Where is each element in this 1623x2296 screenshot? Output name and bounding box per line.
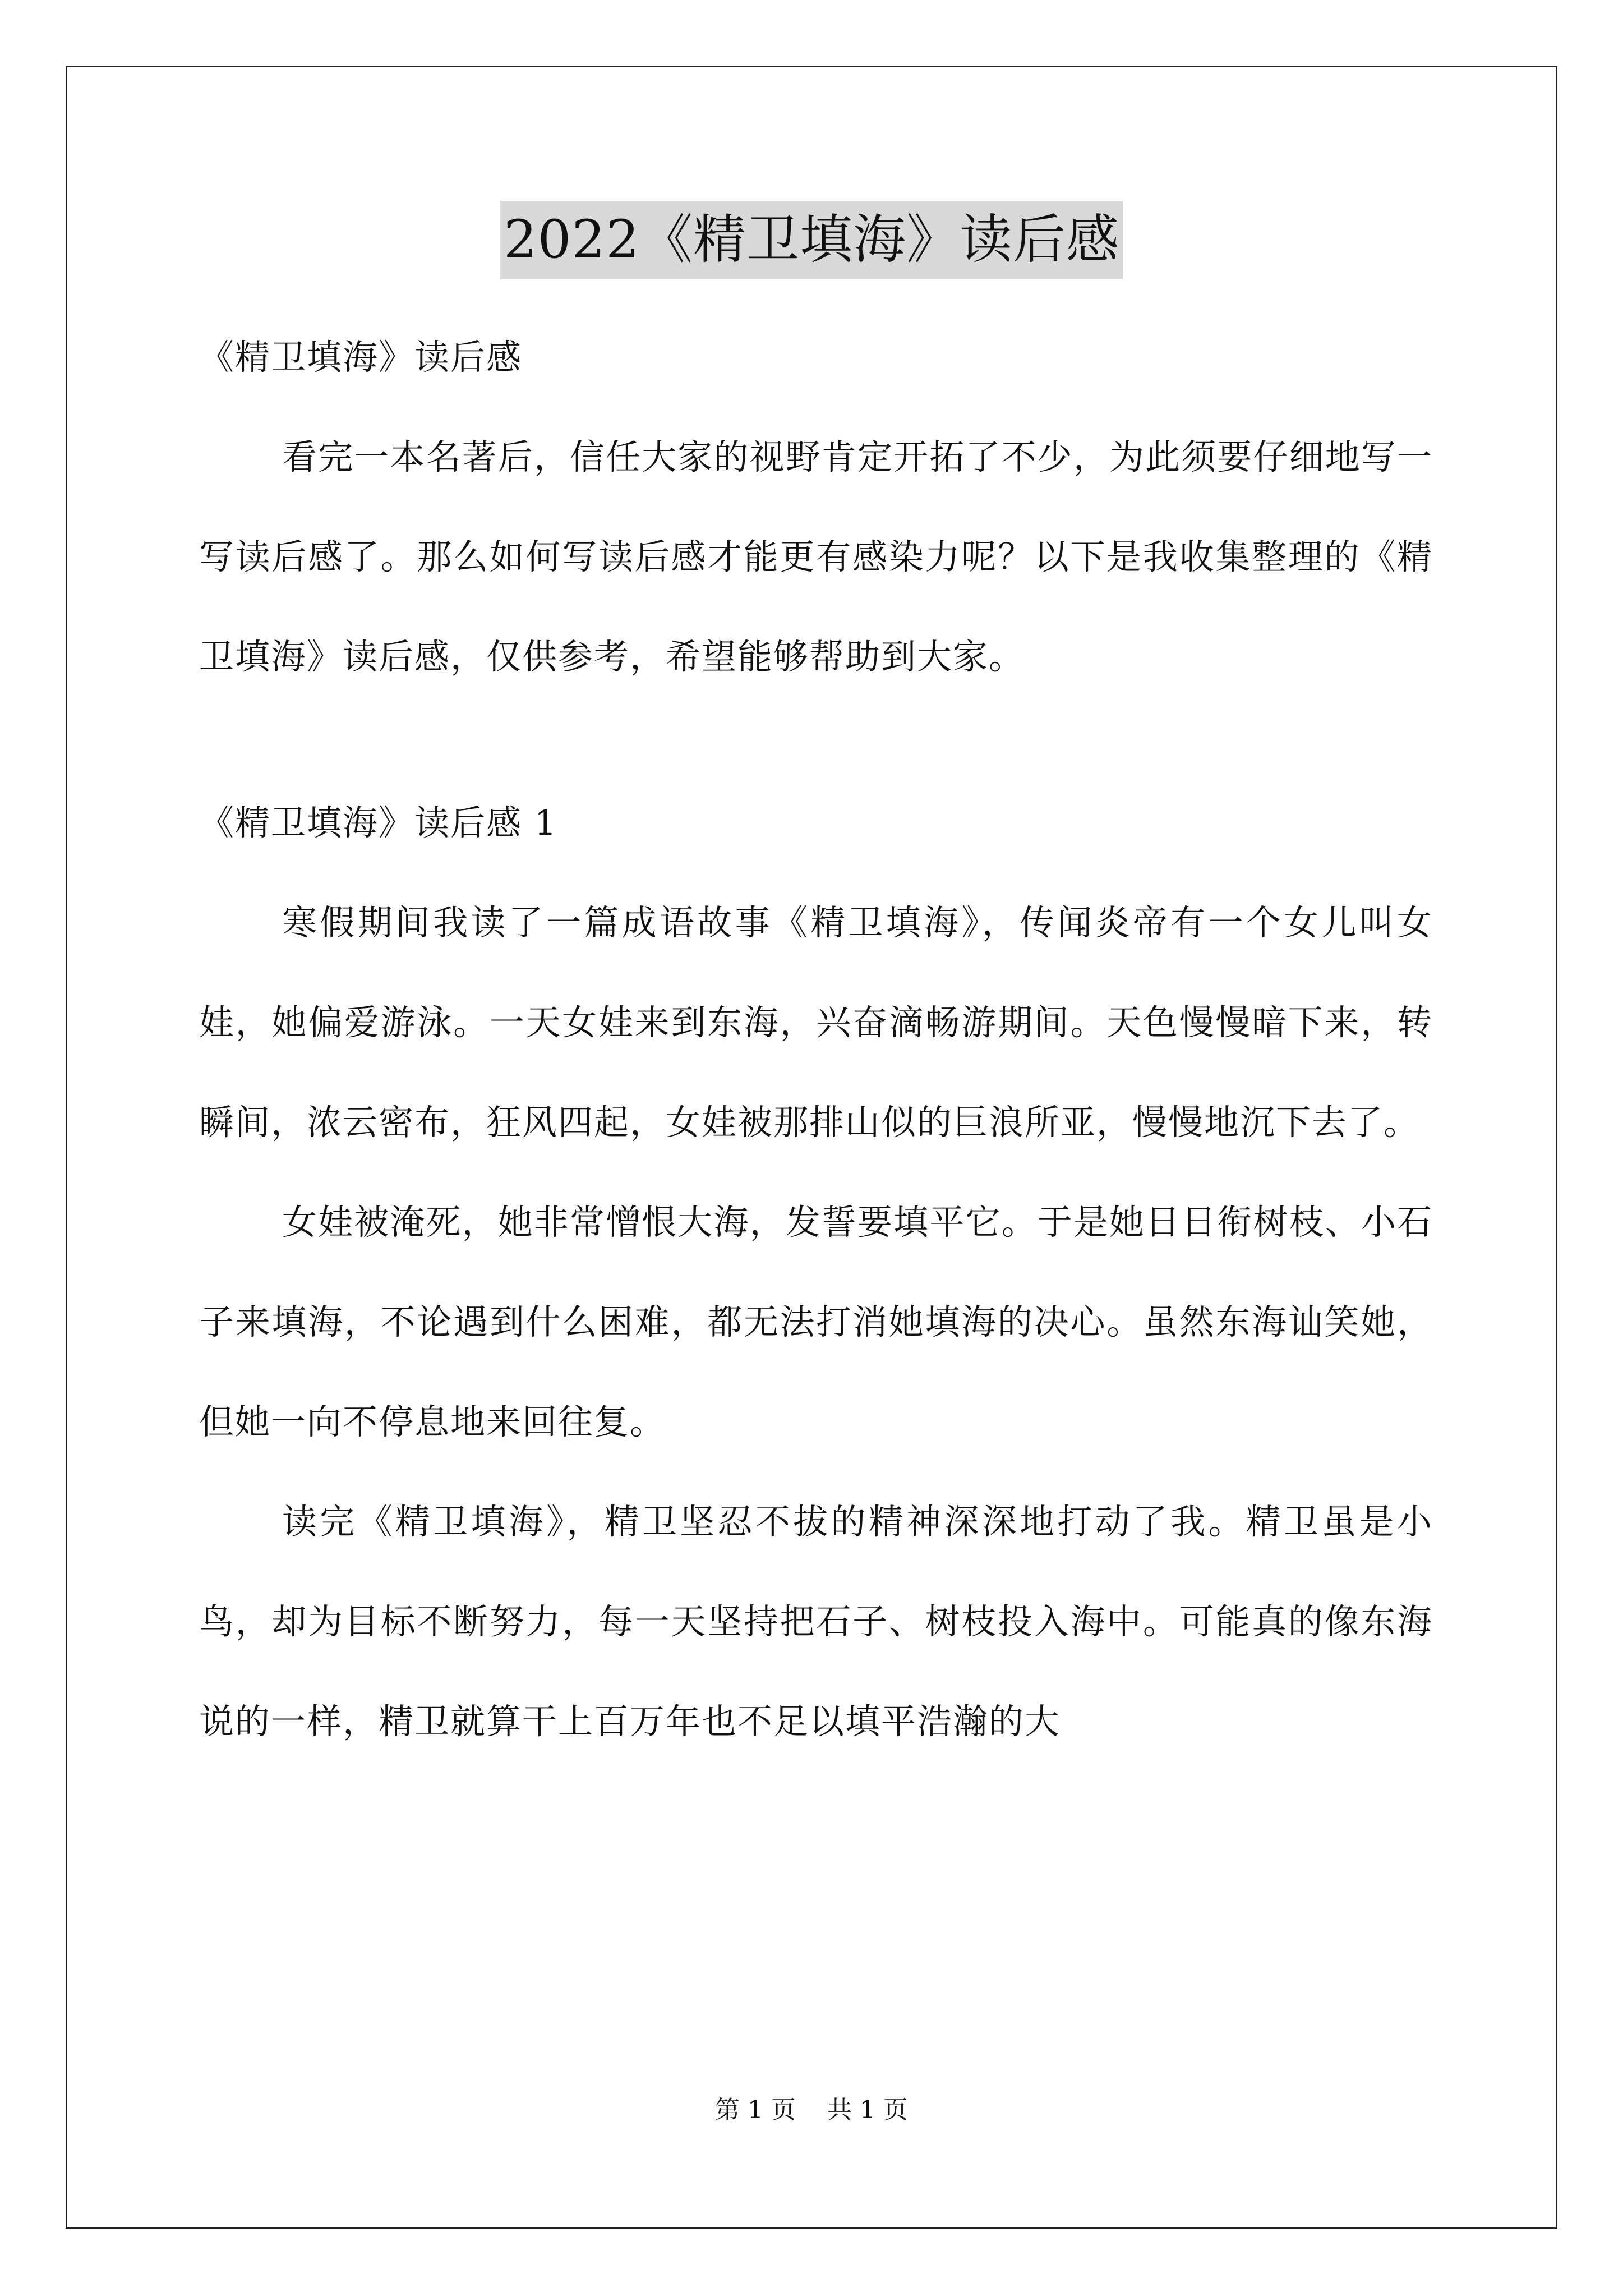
footer-spacer (796, 2096, 827, 2124)
page-footer (0, 2093, 1623, 2127)
page-number: 第 1 页 (715, 2096, 796, 2124)
page-title: 2022《精卫填海》读后感 (500, 201, 1123, 279)
page-total: 共 1 页 (827, 2096, 908, 2124)
intro-paragraph: 看完一本名著后，信任大家的视野肯定开拓了不少，为此须要仔细地写一写读后感了。那么如何写读后感才能更有感染力呢？以下是我收集整理的《精卫填海》读后感，仅供参考，希望能够帮助到大家。 (199, 436, 1433, 677)
body-paragraph-3: 读完《精卫填海》，精卫坚忍不拔的精神深深地打动了我。精卫虽是小鸟，却为目标不断努力，每一天坚持把石子、树枝投入海中。可能真的像东海说的一样，精卫就算干上百万年也不足以填平浩瀚的大 (199, 1501, 1433, 1742)
body-paragraph-1: 寒假期间我读了一篇成语故事《精卫填海》，传闻炎帝有一个女儿叫女娃，她偏爱游泳。一天女娃来到东海，兴奋滴畅游期间。天色慢慢暗下来，转瞬间，浓云密布，狂风四起，女娃被那排山似的巨浪所亚，慢慢地沉下去了。 (199, 902, 1433, 1143)
body-paragraph-2: 女娃被淹死，她非常憎恨大海，发誓要填平它。于是她日日衔树枝、小石子来填海，不论遇到什么困难，都无法打消她填海的决心。虽然东海讪笑她，但她一向不停息地来回往复。 (199, 1202, 1433, 1442)
section-heading: 《精卫填海》读后感 (199, 337, 523, 378)
title-container (0, 201, 1623, 279)
document-body (199, 307, 1433, 1772)
section-heading-1: 《精卫填海》读后感 1 (199, 802, 558, 843)
